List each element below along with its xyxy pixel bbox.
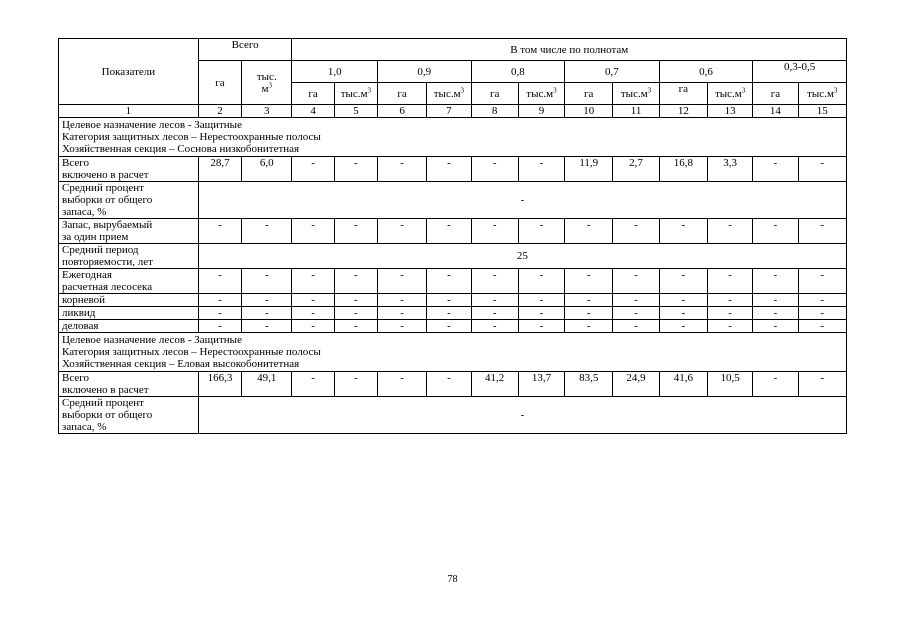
table-cell: - (798, 219, 846, 244)
table-cell: - (334, 157, 377, 182)
unit-ha: га (753, 83, 798, 105)
column-number: 11 (613, 105, 659, 118)
unit-thous-m3-exp: 3 (460, 85, 465, 94)
column-number: 15 (798, 105, 846, 118)
section-header-row (59, 118, 847, 157)
table-row (59, 244, 847, 269)
unit-ha: га (471, 83, 518, 105)
row-label (59, 320, 199, 333)
row-label-line: за один прием (62, 231, 129, 243)
table-cell: - (292, 219, 334, 244)
table-cell: 49,1 (242, 372, 292, 397)
table-cell: - (753, 372, 798, 397)
table-cell: - (798, 320, 846, 333)
unit-thous-m3-text: тыс.м (620, 87, 648, 100)
column-number: 12 (659, 105, 707, 118)
row-label-line: включено в расчет (62, 384, 149, 396)
row-label-line: Всего (62, 372, 89, 384)
table-cell: - (242, 320, 292, 333)
column-number: 7 (427, 105, 471, 118)
table-cell: 166,3 (198, 372, 241, 397)
header-numbers-row (59, 105, 847, 118)
row-label-line: расчетная лесосека (62, 281, 153, 293)
header-indicators: Показатели (59, 39, 199, 105)
table-cell: - (707, 294, 752, 307)
unit-m3-exp: 3 (268, 80, 273, 89)
table-cell: 24,9 (613, 372, 659, 397)
table-cell: - (565, 307, 613, 320)
header-density-2: 0,9 (377, 61, 471, 83)
table-cell: - (798, 157, 846, 182)
table-cell: - (292, 307, 334, 320)
table-cell: - (798, 269, 846, 294)
row-label-line: Запас, вырубаемый (62, 219, 153, 231)
column-number: 10 (565, 105, 613, 118)
row-label (59, 157, 199, 182)
header-row-1 (59, 39, 847, 61)
header-density-3: 0,8 (471, 61, 565, 83)
table-cell: - (198, 320, 241, 333)
table-cell: - (377, 219, 426, 244)
table-cell: - (613, 320, 659, 333)
table-cell: - (707, 269, 752, 294)
table-cell: 13,7 (518, 372, 564, 397)
table-cell: - (798, 372, 846, 397)
table-cell: - (292, 269, 334, 294)
table-cell: - (292, 372, 334, 397)
table-cell: - (242, 294, 292, 307)
table-cell: - (377, 294, 426, 307)
column-number: 8 (471, 105, 518, 118)
section-line: Категория защитных лесов – Нерестоохранные полосы (62, 346, 321, 358)
table-cell: - (518, 294, 564, 307)
table-row (59, 320, 847, 333)
table-cell: - (753, 320, 798, 333)
table-cell: 10,5 (707, 372, 752, 397)
table-cell: - (198, 294, 241, 307)
table-cell: - (753, 269, 798, 294)
table-cell: - (659, 269, 707, 294)
table-cell: - (334, 307, 377, 320)
table-cell: - (198, 219, 241, 244)
table-cell: - (471, 307, 518, 320)
table-cell: - (471, 320, 518, 333)
page-number: 78 (447, 574, 458, 585)
table-cell: - (242, 269, 292, 294)
table-cell: 28,7 (198, 157, 241, 182)
row-label-line: включено в расчет (62, 169, 149, 181)
row-label-line: Средний период (62, 244, 139, 256)
header-density-1: 1,0 (292, 61, 378, 83)
header-density-4: 0,7 (565, 61, 660, 83)
table-cell: 11,9 (565, 157, 613, 182)
table-cell: - (334, 320, 377, 333)
table-cell: - (518, 219, 564, 244)
row-label-line: выборки от общего (62, 194, 153, 206)
unit-thous-m3-text: тыс.м (340, 87, 368, 100)
unit-thous-m3 (518, 83, 564, 105)
section-header (59, 118, 847, 157)
table-cell: 3,3 (707, 157, 752, 182)
column-number: 4 (292, 105, 334, 118)
unit-thous-m3-exp: 3 (833, 85, 838, 94)
unit-m3-prefix: тыс. (256, 70, 277, 83)
unit-thous-m3-exp: 3 (647, 85, 652, 94)
table-cell: - (613, 294, 659, 307)
header-total: Всего (198, 39, 292, 61)
table-cell: - (377, 157, 426, 182)
header-density-6: 0,3-0,5 (753, 61, 847, 83)
row-label (59, 397, 199, 434)
table-cell: - (659, 307, 707, 320)
table-cell: - (798, 307, 846, 320)
table-cell: 41,2 (471, 372, 518, 397)
table-row (59, 397, 847, 434)
table-cell: - (518, 269, 564, 294)
unit-ha: га (377, 83, 426, 105)
column-number: 14 (753, 105, 798, 118)
unit-ha: га (565, 83, 613, 105)
table-cell: - (659, 219, 707, 244)
header-by-density: В том числе по полнотам (292, 39, 847, 61)
section-header-row (59, 333, 847, 372)
table-cell: - (198, 269, 241, 294)
table-cell: - (377, 307, 426, 320)
table-cell: - (707, 320, 752, 333)
column-number: 1 (59, 105, 199, 118)
table-cell: - (659, 294, 707, 307)
unit-thous-m3 (613, 83, 659, 105)
section-line: Целевое назначение лесов - Защитные (62, 119, 242, 131)
table-cell: - (377, 320, 426, 333)
row-label-line: Всего (62, 157, 89, 169)
table-cell: - (377, 269, 426, 294)
section-line: Хозяйственная секция – Еловая высокобонитетная (62, 358, 300, 370)
table-cell: - (427, 320, 471, 333)
row-label-line: корневой (62, 294, 106, 306)
row-label (59, 372, 199, 397)
row-label-line: повторяемости, лет (62, 256, 153, 268)
row-label-line: запаса, % (62, 206, 107, 218)
table-cell: 16,8 (659, 157, 707, 182)
row-label-line: Средний процент (62, 397, 144, 409)
column-number: 6 (377, 105, 426, 118)
unit-m3-base: м (261, 82, 269, 95)
table-row (59, 219, 847, 244)
section-line: Хозяйственная секция – Сосновa низкобонитетная (62, 143, 300, 155)
table-cell: - (377, 372, 426, 397)
unit-thous-m3 (707, 83, 752, 105)
table-cell: - (471, 157, 518, 182)
table-cell: 41,6 (659, 372, 707, 397)
row-label (59, 269, 199, 294)
table-row (59, 294, 847, 307)
table-cell: - (518, 320, 564, 333)
row-label-line: деловая (62, 320, 99, 332)
row-label (59, 182, 199, 219)
table-cell: - (427, 307, 471, 320)
table-cell: - (518, 307, 564, 320)
row-label (59, 219, 199, 244)
row-label-line: запаса, % (62, 421, 107, 433)
header-total-ha: га (198, 61, 241, 105)
unit-thous-m3-text: тыс.м (526, 87, 554, 100)
table-cell: - (613, 307, 659, 320)
table-cell: - (753, 157, 798, 182)
row-merged-value: - (198, 182, 846, 219)
table-cell: - (565, 294, 613, 307)
table-cell: 2,7 (613, 157, 659, 182)
table-cell: - (292, 294, 334, 307)
table-cell: - (565, 219, 613, 244)
table-cell: - (427, 157, 471, 182)
table-cell: - (427, 269, 471, 294)
row-label (59, 294, 199, 307)
table-cell: - (471, 294, 518, 307)
row-merged-value: 25 (198, 244, 846, 269)
row-label-line: выборки от общего (62, 409, 153, 421)
header-density-5: 0,6 (659, 61, 753, 83)
table-cell: - (753, 294, 798, 307)
table-cell: - (427, 219, 471, 244)
column-number: 3 (242, 105, 292, 118)
row-label (59, 307, 199, 320)
table-cell: - (518, 157, 564, 182)
table-cell: - (471, 219, 518, 244)
table-cell: - (198, 307, 241, 320)
row-label-line: Ежегодная (62, 269, 112, 281)
table-cell: - (753, 219, 798, 244)
table-cell: - (427, 372, 471, 397)
row-label (59, 244, 199, 269)
table-cell: - (334, 294, 377, 307)
table-cell: - (707, 219, 752, 244)
unit-thous-m3 (798, 83, 846, 105)
row-label-line: ликвид (62, 307, 96, 319)
unit-thous-m3-text: тыс.м (433, 87, 461, 100)
table-cell: - (565, 320, 613, 333)
section-header (59, 333, 847, 372)
table-cell: - (798, 294, 846, 307)
table-row (59, 157, 847, 182)
table-cell: - (471, 269, 518, 294)
table-cell: - (292, 157, 334, 182)
column-number: 5 (334, 105, 377, 118)
unit-thous-m3 (334, 83, 377, 105)
unit-thous-m3-exp: 3 (741, 85, 746, 94)
column-number: 2 (198, 105, 241, 118)
table-cell: 6,0 (242, 157, 292, 182)
table-cell: - (427, 294, 471, 307)
table-cell: - (659, 320, 707, 333)
table-row (59, 372, 847, 397)
section-line: Категория защитных лесов – Нерестоохранные полосы (62, 131, 321, 143)
section-line: Целевое назначение лесов - Защитные (62, 334, 242, 346)
header-total-m3 (242, 61, 292, 105)
column-number: 13 (707, 105, 752, 118)
table-row (59, 307, 847, 320)
unit-ha: га (292, 83, 334, 105)
table-cell: 83,5 (565, 372, 613, 397)
table-cell: - (707, 307, 752, 320)
table-cell: - (292, 320, 334, 333)
table-cell: - (242, 219, 292, 244)
unit-thous-m3-text: тыс.м (807, 87, 834, 100)
table-row (59, 269, 847, 294)
row-merged-value: - (198, 397, 846, 434)
table-cell: - (242, 307, 292, 320)
unit-thous-m3-exp: 3 (367, 85, 371, 94)
table-cell: - (334, 269, 377, 294)
column-number: 9 (518, 105, 564, 118)
table-row (59, 182, 847, 219)
forest-calculation-table (58, 38, 847, 434)
unit-thous-m3 (427, 83, 471, 105)
table-cell: - (334, 219, 377, 244)
table-cell: - (334, 372, 377, 397)
unit-thous-m3-exp: 3 (553, 85, 557, 94)
row-label-line: Средний процент (62, 182, 144, 194)
table-cell: - (613, 269, 659, 294)
table-cell: - (565, 269, 613, 294)
table-cell: - (753, 307, 798, 320)
table-cell: - (613, 219, 659, 244)
unit-ha: га (659, 83, 707, 105)
unit-thous-m3-text: тыс.м (714, 87, 742, 100)
